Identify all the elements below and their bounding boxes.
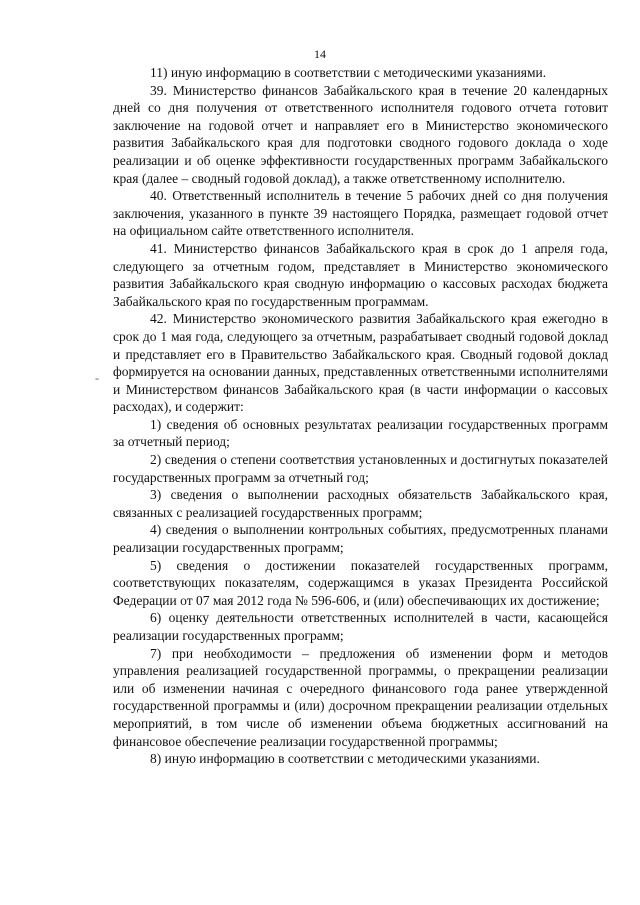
paragraph-item-11: 11) иную информацию в соответствии с методическими указаниями.: [150, 65, 547, 80]
list-item-1: 1) сведения об основных результатах реализации государственных программ за отчетный период;: [113, 416, 608, 450]
paragraph-40: 40. Ответственный исполнитель в течение 5 рабочих дней со дня получения заключения, указанного в пункте 39 настоящего Порядка, размещает годовой отчет на официальном сайте ответственного исполнителя.: [113, 188, 608, 239]
list-item-4: 4) сведения о выполнении контрольных событиях, предусмотренных планами реализации государственных программ;: [113, 522, 608, 556]
list-item-3: 3) сведения о выполнении расходных обязательств Забайкальского края, связанных с реализацией государственных программ;: [113, 487, 608, 520]
paragraph-41: 41. Министерство финансов Забайкальского края в срок до 1 апреля года, следующего за отчетным годом, представляет в Министерство экономического развития Забайкальского края сводную информацию о кассовых расходах бюджета Забайкальского края по государственным программам.: [113, 240, 608, 309]
paragraph-42: 42. Министерство экономического развития Забайкальского края ежегодно в срок до 1 мая года, следующего за отчетным, разрабатывает сводный годовой доклад и представляет его в Правительство Забайкальского края. Сводный годовой доклад формируется на основании данных, представленных ответственными исполнителями и Министерством финансов Забайкальского края (в части информации о кассовых расходах), и содержит:: [113, 311, 608, 415]
list-item-6: 6) оценку деятельности ответственных исполнителей в части, касающейся реализации государственных программ;: [113, 610, 608, 643]
list-item-8: 8) иную информацию в соответствии с методическими указаниями.: [150, 751, 540, 767]
page-number: 14: [314, 47, 326, 61]
margin-mark: -: [95, 371, 99, 385]
list-item-7: 7) при необходимости – предложения об изменении форм и методов управления реализацией государственной программы, о прекращении реализации или об изменении начиная с очередного финансового года ранее утвержденной государственной программы и (или) досрочном прекращении реализации отдельных мероприятий, в том числе об изменении объема бюджетных ассигнований на финансовое обеспечение реализации государственной программы;: [113, 645, 608, 749]
paragraph-39: 39. Министерство финансов Забайкальского края в течение 20 календарных дней со дня получения от ответственного исполнителя годового отчета готовит заключение на годовой отчет и направляет его в Министерство экономического развития Забайкальского края для подготовки сводного годового доклада о ходе реализации и об оценке эффективности государственных программ Забайкальского края (далее – сводный годовой доклад), а также ответственному исполнителю.: [113, 82, 608, 186]
list-item-5: 5) сведения о достижении показателей государственных программ, соответствующих показателям, содержащимся в указах Президента Российской Федерации от 07 мая 2012 года № 596-606, и (или) обеспечивающих их достижение;: [113, 557, 608, 608]
body-text: [113, 64, 608, 768]
list-item-2: 2) сведения о степени соответствия установленных и достигнутых показателей государственных программ за отчетный год;: [113, 452, 608, 485]
